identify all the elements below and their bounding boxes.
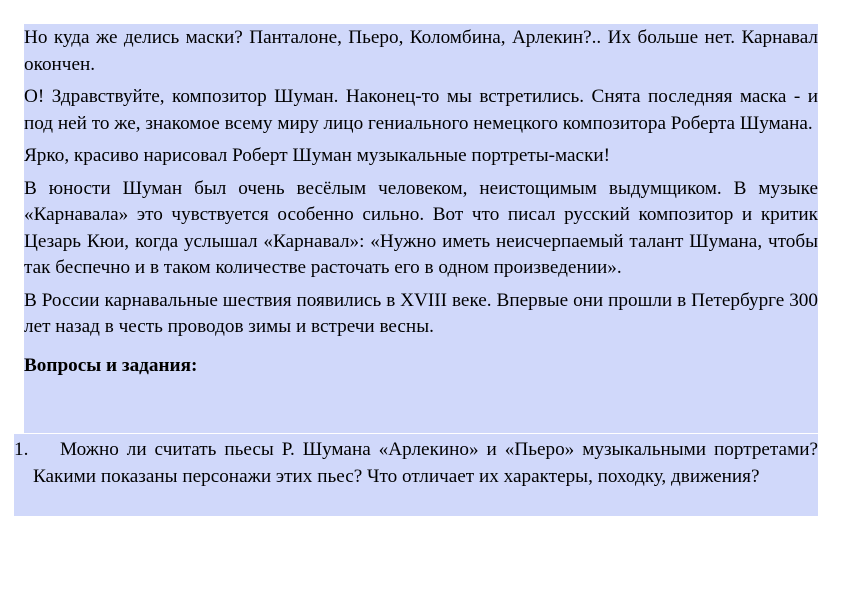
paragraph-russia-carnival: В России карнавальные шествия появились в XVIII веке. Впервые они прошли в Петербурге 300 лет назад в честь проводов зимы и встречи весны. [24,289,818,337]
paragraph-schumann-greeting: О! Здравствуйте, композитор Шуман. Наконец-то мы встретились. Снята последняя маска - и под ней то же, знакомое всему миру лицо гениального немецкого композитора Роберта Шумана. [24,86,818,134]
document-body [24,25,818,379]
question-item [14,437,818,490]
question-number: 1. [14,439,29,460]
questions-heading: Вопросы и задания: [24,354,198,376]
question-text: Можно ли считать пьесы Р. Шумана «Арлекино» и «Пьеро» музыкальными портретами? Какими показаны персонажи этих пьес? Что отличает их характеры, походку, движения? [33,439,818,487]
paragraph-portraits: Ярко, красиво нарисовал Роберт Шуман музыкальные портреты-маски! [24,145,611,166]
paragraph-masks-gone: Но куда же делись маски? Панталоне, Пьеро, Коломбина, Арлекин?.. Их больше нет. Карнавал окончен. [24,27,818,75]
paragraph-youth: В юности Шуман был очень весёлым человеком, неистощимым выдумщиком. В музыке «Карнавала» это чувствуется особенно сильно. Вот что писал русский композитор и критик Цезарь Кюи, когда услышал «Карнавал»: «Нужно иметь неисчерпаемый талант Шумана, чтобы так беспечно и в таком количестве расточать его в одном произведении». [24,177,818,278]
